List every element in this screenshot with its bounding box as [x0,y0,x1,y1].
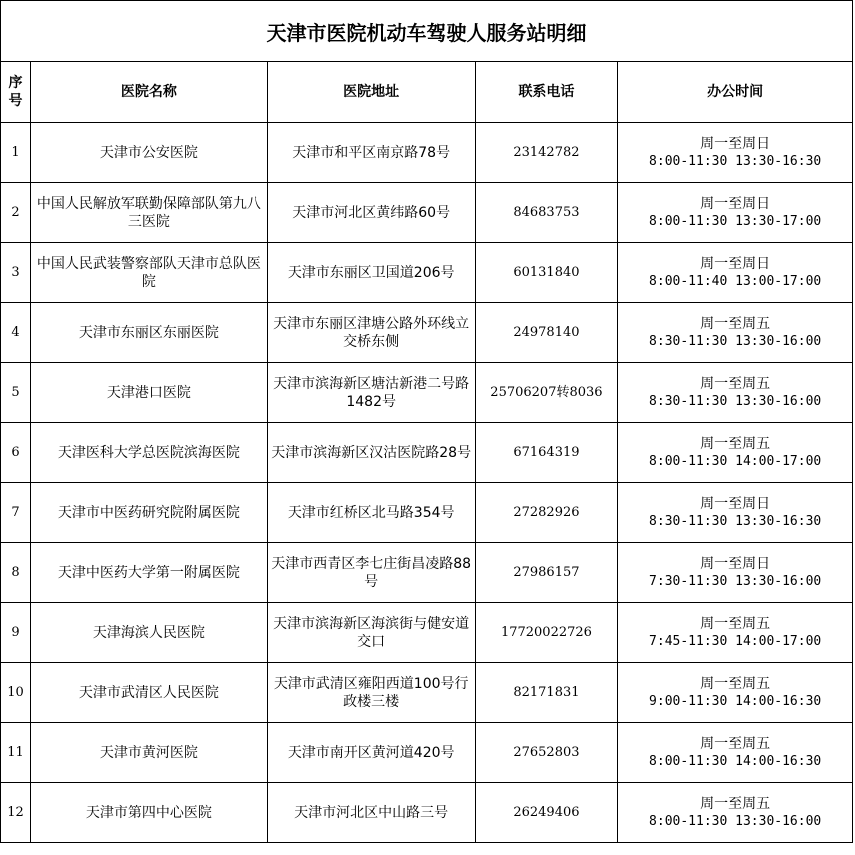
hours-times: 8:30-11:30 13:30-16:00 [649,333,822,349]
cell-hours [618,183,853,243]
cell-hospital-name: 天津医科大学总医院滨海医院 [30,423,267,483]
hours-days: 周一至周日 [700,195,771,212]
cell-phone: 26249406 [475,783,618,843]
cell-hospital-name: 天津市东丽区东丽医院 [30,303,267,363]
table-row [1,543,853,603]
hours-days: 周一至周日 [700,255,771,272]
cell-address: 天津市红桥区北马路354号 [267,483,475,543]
hours-times: 8:00-11:40 13:00-17:00 [649,273,822,289]
hours-days: 周一至周五 [700,375,771,392]
cell-hours [618,603,853,663]
cell-hospital-name: 天津港口医院 [30,363,267,423]
cell-hospital-name: 中国人民武装警察部队天津市总队医院 [30,243,267,303]
table-row [1,603,853,663]
cell-hospital-name: 天津海滨人民医院 [30,603,267,663]
hours-times: 8:30-11:30 13:30-16:30 [649,513,822,529]
cell-hospital-name: 中国人民解放军联勤保障部队第九八三医院 [30,183,267,243]
table-row [1,123,853,183]
header-name: 医院名称 [30,62,267,123]
cell-address: 天津市西青区李七庄街昌凌路88号 [267,543,475,603]
cell-hours [618,543,853,603]
cell-seq: 8 [1,543,31,603]
cell-hours [618,303,853,363]
cell-seq: 5 [1,363,31,423]
cell-phone: 23142782 [475,123,618,183]
header-phone: 联系电话 [475,62,618,123]
cell-seq: 7 [1,483,31,543]
cell-seq: 3 [1,243,31,303]
cell-hours [618,483,853,543]
cell-hospital-name: 天津市中医药研究院附属医院 [30,483,267,543]
cell-hours [618,123,853,183]
hours-times: 8:00-11:30 14:00-16:30 [649,753,822,769]
table-row [1,663,853,723]
cell-address: 天津市东丽区津塘公路外环线立交桥东侧 [267,303,475,363]
hours-times: 8:00-11:30 13:30-16:30 [649,153,822,169]
cell-seq: 10 [1,663,31,723]
cell-hospital-name: 天津中医药大学第一附属医院 [30,543,267,603]
hours-times: 8:00-11:30 13:30-16:00 [649,813,822,829]
header-row [1,62,853,123]
hours-days: 周一至周五 [700,675,771,692]
table-row [1,243,853,303]
hours-days: 周一至周五 [700,435,771,452]
cell-hours [618,723,853,783]
hospital-table [0,61,853,843]
cell-phone: 24978140 [475,303,618,363]
hours-days: 周一至周日 [700,555,771,572]
cell-hospital-name: 天津市公安医院 [30,123,267,183]
hours-times: 9:00-11:30 14:00-16:30 [649,693,822,709]
cell-address: 天津市和平区南京路78号 [267,123,475,183]
table-row [1,423,853,483]
cell-address: 天津市河北区中山路三号 [267,783,475,843]
table-row [1,363,853,423]
cell-address: 天津市滨海新区汉沽医院路28号 [267,423,475,483]
cell-phone: 67164319 [475,423,618,483]
cell-seq: 12 [1,783,31,843]
table-row [1,483,853,543]
table-row [1,303,853,363]
cell-hospital-name: 天津市黄河医院 [30,723,267,783]
header-hours: 办公时间 [618,62,853,123]
cell-address: 天津市东丽区卫国道206号 [267,243,475,303]
cell-hours [618,783,853,843]
cell-address: 天津市南开区黄河道420号 [267,723,475,783]
cell-seq: 4 [1,303,31,363]
header-seq: 序号 [1,62,31,123]
cell-hours [618,363,853,423]
hours-days: 周一至周五 [700,315,771,332]
table-row [1,183,853,243]
cell-hours [618,243,853,303]
cell-hours [618,663,853,723]
table-row [1,723,853,783]
cell-phone: 60131840 [475,243,618,303]
cell-seq: 2 [1,183,31,243]
cell-phone: 27282926 [475,483,618,543]
hours-times: 8:00-11:30 14:00-17:00 [649,453,822,469]
hours-times: 7:45-11:30 14:00-17:00 [649,633,822,649]
hours-times: 8:30-11:30 13:30-16:00 [649,393,822,409]
cell-phone: 17720022726 [475,603,618,663]
hours-times: 8:00-11:30 13:30-17:00 [649,213,822,229]
table-title: 天津市医院机动车驾驶人服务站明细 [0,0,853,61]
cell-address: 天津市滨海新区海滨街与健安道交口 [267,603,475,663]
hours-days: 周一至周五 [700,795,771,812]
header-address: 医院地址 [267,62,475,123]
cell-seq: 9 [1,603,31,663]
table-row [1,783,853,843]
hours-times: 7:30-11:30 13:30-16:00 [649,573,822,589]
cell-address: 天津市滨海新区塘沽新港二号路1482号 [267,363,475,423]
cell-seq: 6 [1,423,31,483]
cell-phone: 27986157 [475,543,618,603]
cell-seq: 1 [1,123,31,183]
cell-hospital-name: 天津市第四中心医院 [30,783,267,843]
hours-days: 周一至周日 [700,495,771,512]
cell-phone: 84683753 [475,183,618,243]
cell-seq: 11 [1,723,31,783]
cell-phone: 27652803 [475,723,618,783]
hours-days: 周一至周日 [700,135,771,152]
cell-phone: 82171831 [475,663,618,723]
cell-address: 天津市武清区雍阳西道100号行政楼三楼 [267,663,475,723]
cell-hours [618,423,853,483]
cell-phone: 25706207转8036 [475,363,618,423]
hours-days: 周一至周五 [700,615,771,632]
hours-days: 周一至周五 [700,735,771,752]
cell-hospital-name: 天津市武清区人民医院 [30,663,267,723]
cell-address: 天津市河北区黄纬路60号 [267,183,475,243]
